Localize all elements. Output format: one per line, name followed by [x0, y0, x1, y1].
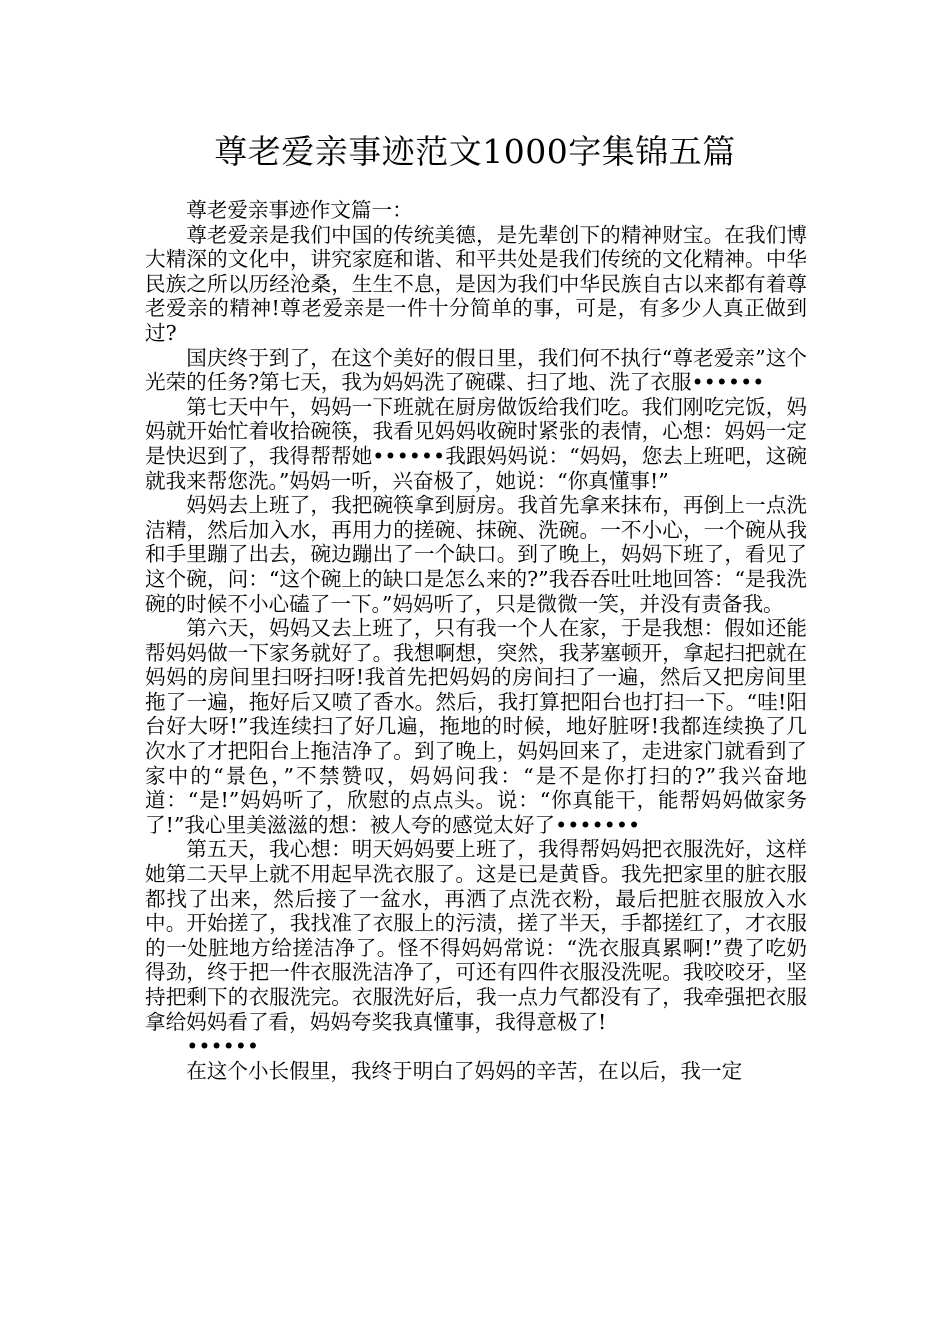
paragraph: 第六天，妈妈又去上班了，只有我一个人在家，于是我想：假如还能帮妈妈做一下家务就好了。我想啊想，突然，我茅塞顿开，拿起扫把就在妈妈的房间里扫呀扫呀!我首先把妈妈的房间扫了一遍，然后又把房间里拖了一遍，拖好后又喷了香水。然后，我打算把阳台也打扫一下。“哇!阳台好大呀!”我连续扫了好几遍，拖地的时候，地好脏呀!我都连续换了几次水了才把阳台上拖洁净了。到了晚上，妈妈回来了，走进家门就看到了家中的“景色，”不禁赞叹，妈妈问我：“是不是你打扫的?”我兴奋地道：“是!”妈妈听了，欣慰的点点头。说：“你真能干，能帮妈妈做家务了!”我心里美滋滋的想：被人夸的感觉太好了••••••• [145, 616, 807, 837]
paragraph: 第五天，我心想：明天妈妈要上班了，我得帮妈妈把衣服洗好，这样她第二天早上就不用起早洗衣服了。这是已是黄昏。我先把家里的脏衣服都找了出来，然后接了一盆水，再洒了点洗衣粉，最后把脏衣服放入水中。开始搓了，我找准了衣服上的污渍，搓了半天，手都搓红了，才衣服的一处脏地方给搓洁净了。怪不得妈妈常说：“洗衣服真累啊!”费了吃奶得劲，终于把一件衣服洗洁净了，可还有四件衣服没洗呢。我咬咬牙，坚持把剩下的衣服洗完。衣服洗好后，我一点力气都没有了，我牵强把衣服拿给妈妈看了看，妈妈夸奖我真懂事，我得意极了! [145, 837, 807, 1034]
paragraph: 妈妈去上班了，我把碗筷拿到厨房。我首先拿来抹布，再倒上一点洗洁精，然后加入水，再用力的搓碗、抹碗、洗碗。一不小心，一个碗从我和手里蹦了出去，碗边蹦出了一个缺口。到了晚上，妈妈下班了，看见了这个碗，问：“这个碗上的缺口是怎么来的?”我吞吞吐吐地回答：“是我洗碗的时候不小心磕了一下。”妈妈听了，只是微微一笑，并没有责备我。 [145, 493, 807, 616]
document-title: 尊老爱亲事迹范文1000字集锦五篇 [214, 132, 736, 171]
paragraph: 国庆终于到了，在这个美好的假日里，我们何不执行“尊老爱亲”这个光荣的任务?第七天，我为妈妈洗了碗碟、扫了地、洗了衣服•••••• [145, 345, 807, 395]
paragraph: 尊老爱亲是我们中国的传统美德，是先辈创下的精神财宝。在我们博大精深的文化中，讲究家庭和谐、和平共处是我们传统的文化精神。中华民族之所以历经沧桑，生生不息，是因为我们中华民族自古以来都有着尊老爱亲的精神!尊老爱亲是一件十分简单的事，可是，有多少人真正做到过? [145, 222, 807, 345]
paragraph: 第七天中午，妈妈一下班就在厨房做饭给我们吃。我们刚吃完饭，妈妈就开始忙着收拾碗筷，我看见妈妈收碗时紧张的表情，心想：妈妈一定是快迟到了，我得帮帮她••••••我跟妈妈说：“妈妈，您去上班吧，这碗就我来帮您洗。”妈妈一听，兴奋极了，她说：“你真懂事!” [145, 394, 807, 493]
paragraph-heading: 尊老爱亲事迹作文篇一： [186, 198, 413, 222]
paragraph: 在这个小长假里，我终于明白了妈妈的辛苦，在以后，我一定 [186, 1058, 743, 1083]
document-body [145, 198, 807, 1083]
ellipsis-line: •••••• [186, 1034, 260, 1059]
